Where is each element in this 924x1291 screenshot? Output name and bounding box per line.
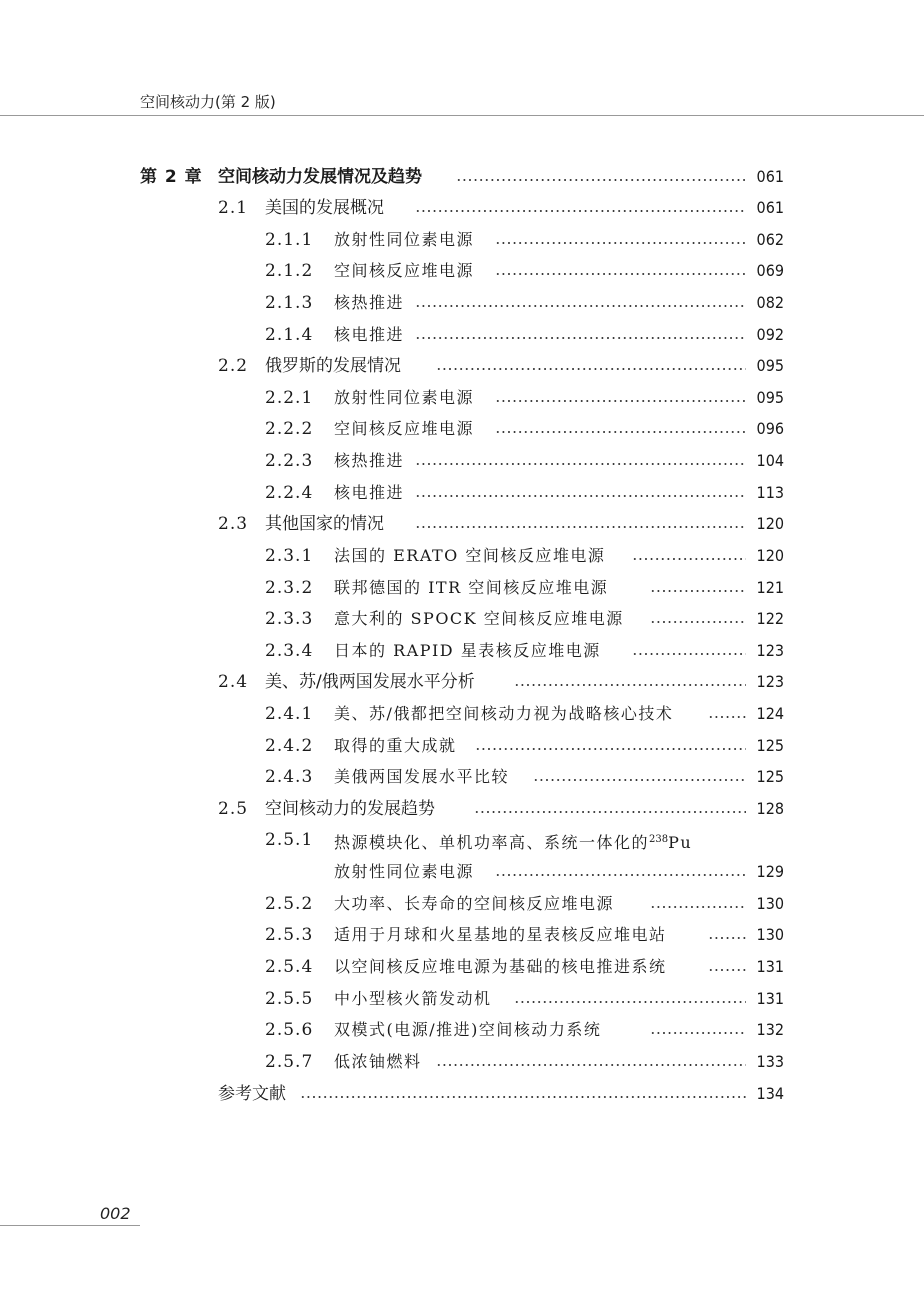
toc-subsection-entry[interactable] bbox=[0, 828, 924, 852]
subsection-title: 大功率、长寿命的空间核反应堆电源 bbox=[334, 894, 615, 913]
subsection-page: 132 bbox=[756, 1020, 784, 1039]
subsection-title: 适用于月球和火星基地的星表核反应堆电站 bbox=[334, 925, 667, 944]
dot-leader bbox=[415, 323, 746, 347]
dot-leader bbox=[650, 892, 746, 916]
subsection-number: 2.1.3 bbox=[265, 293, 314, 313]
toc-subsection-entry[interactable] bbox=[0, 417, 924, 441]
subsection-number: 2.3.2 bbox=[265, 578, 314, 598]
subsection-number: 2.5.3 bbox=[265, 925, 314, 945]
section-title: 其他国家的情况 bbox=[265, 514, 384, 534]
dot-leader bbox=[456, 165, 746, 189]
toc-subsection-entry[interactable] bbox=[0, 386, 924, 410]
dot-leader bbox=[514, 987, 746, 1011]
section-page: 128 bbox=[756, 799, 784, 818]
subsection-title: 核电推进 bbox=[334, 483, 405, 502]
dot-leader bbox=[436, 1050, 746, 1074]
dot-leader bbox=[708, 955, 746, 979]
toc-subsection-entry[interactable] bbox=[0, 228, 924, 252]
subsection-number: 2.5.1 bbox=[265, 830, 314, 850]
toc-section-entry[interactable] bbox=[0, 512, 924, 536]
subsection-page: 125 bbox=[756, 736, 784, 755]
toc-subsection-entry[interactable] bbox=[0, 734, 924, 758]
dot-leader bbox=[514, 670, 746, 694]
running-head-title: 空间核动力(第 2 版) bbox=[140, 93, 276, 111]
dot-leader bbox=[495, 259, 746, 283]
section-page: 120 bbox=[756, 514, 784, 533]
subsection-title: 法国的 ERATO 空间核反应堆电源 bbox=[334, 546, 606, 565]
subsection-number: 2.2.1 bbox=[265, 388, 314, 408]
subsection-title: 空间核反应堆电源 bbox=[334, 419, 475, 438]
subsection-page: 131 bbox=[756, 957, 784, 976]
subsection-title: 美俄两国发展水平比较 bbox=[334, 767, 510, 786]
section-page: 061 bbox=[756, 198, 784, 217]
section-page: 123 bbox=[756, 672, 784, 691]
toc-section-entry[interactable] bbox=[0, 196, 924, 220]
subsection-number: 2.2.4 bbox=[265, 483, 314, 503]
header-rule bbox=[0, 115, 924, 116]
dot-leader bbox=[475, 734, 746, 758]
toc-section-entry[interactable] bbox=[0, 354, 924, 378]
subsection-title: 意大利的 SPOCK 空间核反应堆电源 bbox=[334, 609, 624, 628]
subsection-page: 121 bbox=[756, 578, 784, 597]
subsection-title: 核热推进 bbox=[334, 451, 405, 470]
toc-subsection-entry[interactable] bbox=[0, 1050, 924, 1074]
toc-references-entry[interactable] bbox=[0, 1082, 924, 1106]
references-title: 参考文献 bbox=[218, 1084, 286, 1104]
section-title: 俄罗斯的发展情况 bbox=[265, 356, 401, 376]
references-page: 134 bbox=[756, 1084, 784, 1103]
dot-leader bbox=[415, 449, 746, 473]
element-symbol: Pu bbox=[668, 833, 693, 852]
section-number: 2.4 bbox=[218, 672, 249, 692]
toc-subsection-entry[interactable] bbox=[0, 955, 924, 979]
dot-leader bbox=[708, 923, 746, 947]
dot-leader bbox=[415, 196, 746, 220]
subsection-number: 2.2.2 bbox=[265, 419, 314, 439]
subsection-number: 2.4.3 bbox=[265, 767, 314, 787]
subsection-number: 2.4.1 bbox=[265, 704, 314, 724]
toc-subsection-entry[interactable] bbox=[0, 702, 924, 726]
toc-subsection-entry[interactable] bbox=[0, 892, 924, 916]
subsection-number: 2.3.4 bbox=[265, 641, 314, 661]
chapter-page: 061 bbox=[756, 167, 784, 186]
dot-leader bbox=[708, 702, 746, 726]
section-title: 美、苏/俄两国发展水平分析 bbox=[265, 672, 475, 692]
subsection-title: 放射性同位素电源 bbox=[334, 230, 475, 249]
toc-section-entry[interactable] bbox=[0, 670, 924, 694]
subsection-title: 美、苏/俄都把空间核动力视为战略核心技术 bbox=[334, 704, 674, 723]
toc-subsection-entry[interactable] bbox=[0, 449, 924, 473]
subsection-title: 放射性同位素电源 bbox=[334, 388, 475, 407]
toc-subsection-entry[interactable] bbox=[0, 639, 924, 663]
toc-subsection-entry[interactable] bbox=[0, 323, 924, 347]
toc-subsection-entry[interactable] bbox=[0, 576, 924, 600]
subsection-number: 2.5.6 bbox=[265, 1020, 314, 1040]
subsection-page: 113 bbox=[756, 483, 784, 502]
subsection-page: 133 bbox=[756, 1052, 784, 1071]
subsection-number: 2.5.4 bbox=[265, 957, 314, 977]
footer-rule bbox=[0, 1225, 140, 1226]
dot-leader bbox=[495, 228, 746, 252]
subsection-page: 130 bbox=[756, 894, 784, 913]
toc-subsection-continuation[interactable] bbox=[0, 860, 924, 884]
subsection-title: 空间核反应堆电源 bbox=[334, 261, 475, 280]
dot-leader bbox=[632, 544, 746, 568]
dot-leader bbox=[495, 417, 746, 441]
subsection-title-line1 bbox=[334, 828, 692, 855]
subsection-page: 095 bbox=[756, 388, 784, 407]
subsection-title: 取得的重大成就 bbox=[334, 736, 457, 755]
section-number: 2.1 bbox=[218, 198, 249, 218]
subsection-number: 2.1.4 bbox=[265, 325, 314, 345]
subsection-page: 130 bbox=[756, 925, 784, 944]
dot-leader bbox=[650, 1018, 746, 1042]
subsection-number: 2.5.5 bbox=[265, 989, 314, 1009]
toc-subsection-entry[interactable] bbox=[0, 923, 924, 947]
subsection-page: 104 bbox=[756, 451, 784, 470]
subsection-title: 核电推进 bbox=[334, 325, 405, 344]
subsection-page: 129 bbox=[756, 862, 784, 881]
subsection-number: 2.4.2 bbox=[265, 736, 314, 756]
chapter-number: 第 2 章 bbox=[140, 167, 203, 187]
subsection-page: 082 bbox=[756, 293, 784, 312]
subsection-page: 092 bbox=[756, 325, 784, 344]
subsection-page: 125 bbox=[756, 767, 784, 786]
dot-leader bbox=[415, 291, 746, 315]
dot-leader bbox=[474, 797, 746, 821]
section-title: 空间核动力的发展趋势 bbox=[265, 799, 435, 819]
chapter-title: 空间核动力发展情况及趋势 bbox=[218, 167, 422, 187]
toc-subsection-entry[interactable] bbox=[0, 765, 924, 789]
subsection-page: 120 bbox=[756, 546, 784, 565]
subsection-title-line2: 放射性同位素电源 bbox=[334, 862, 475, 881]
toc-subsection-entry[interactable] bbox=[0, 259, 924, 283]
section-number: 2.3 bbox=[218, 514, 249, 534]
dot-leader bbox=[436, 354, 746, 378]
subsection-page: 124 bbox=[756, 704, 784, 723]
subsection-title: 低浓铀燃料 bbox=[334, 1052, 422, 1071]
section-number: 2.5 bbox=[218, 799, 249, 819]
subsection-page: 123 bbox=[756, 641, 784, 660]
dot-leader bbox=[650, 607, 746, 631]
dot-leader bbox=[650, 576, 746, 600]
subsection-number: 2.5.2 bbox=[265, 894, 314, 914]
toc-subsection-entry[interactable] bbox=[0, 1018, 924, 1042]
dot-leader bbox=[415, 512, 746, 536]
toc-chapter-entry[interactable] bbox=[0, 165, 924, 189]
subsection-title: 双模式(电源/推进)空间核动力系统 bbox=[334, 1020, 602, 1039]
subsection-title: 核热推进 bbox=[334, 293, 405, 312]
subsection-number: 2.5.7 bbox=[265, 1052, 314, 1072]
subsection-number: 2.1.2 bbox=[265, 261, 314, 281]
subsection-number: 2.3.1 bbox=[265, 546, 314, 566]
section-page: 095 bbox=[756, 356, 784, 375]
subsection-number: 2.1.1 bbox=[265, 230, 314, 250]
toc-subsection-entry[interactable] bbox=[0, 544, 924, 568]
section-number: 2.2 bbox=[218, 356, 249, 376]
section-title: 美国的发展概况 bbox=[265, 198, 384, 218]
subsection-title: 以空间核反应堆电源为基础的核电推进系统 bbox=[334, 957, 667, 976]
subsection-page: 131 bbox=[756, 989, 784, 1008]
dot-leader bbox=[495, 860, 746, 884]
dot-leader bbox=[632, 639, 746, 663]
title-text: 热源模块化、单机功率高、系统一体化的 bbox=[334, 833, 650, 852]
toc-subsection-entry[interactable] bbox=[0, 291, 924, 315]
toc-subsection-entry[interactable] bbox=[0, 481, 924, 505]
isotope-superscript: 238 bbox=[649, 834, 669, 845]
dot-leader bbox=[533, 765, 746, 789]
page-number: 002 bbox=[100, 1204, 131, 1223]
dot-leader bbox=[495, 386, 746, 410]
subsection-title: 日本的 RAPID 星表核反应堆电源 bbox=[334, 641, 601, 660]
dot-leader bbox=[415, 481, 746, 505]
subsection-page: 069 bbox=[756, 261, 784, 280]
subsection-page: 062 bbox=[756, 230, 784, 249]
dot-leader bbox=[300, 1082, 746, 1106]
subsection-title: 中小型核火箭发动机 bbox=[334, 989, 492, 1008]
toc-subsection-entry[interactable] bbox=[0, 607, 924, 631]
subsection-number: 2.3.3 bbox=[265, 609, 314, 629]
toc-section-entry[interactable] bbox=[0, 797, 924, 821]
subsection-number: 2.2.3 bbox=[265, 451, 314, 471]
subsection-title: 联邦德国的 ITR 空间核反应堆电源 bbox=[334, 578, 609, 597]
toc-subsection-entry[interactable] bbox=[0, 987, 924, 1011]
subsection-page: 122 bbox=[756, 609, 784, 628]
subsection-page: 096 bbox=[756, 419, 784, 438]
